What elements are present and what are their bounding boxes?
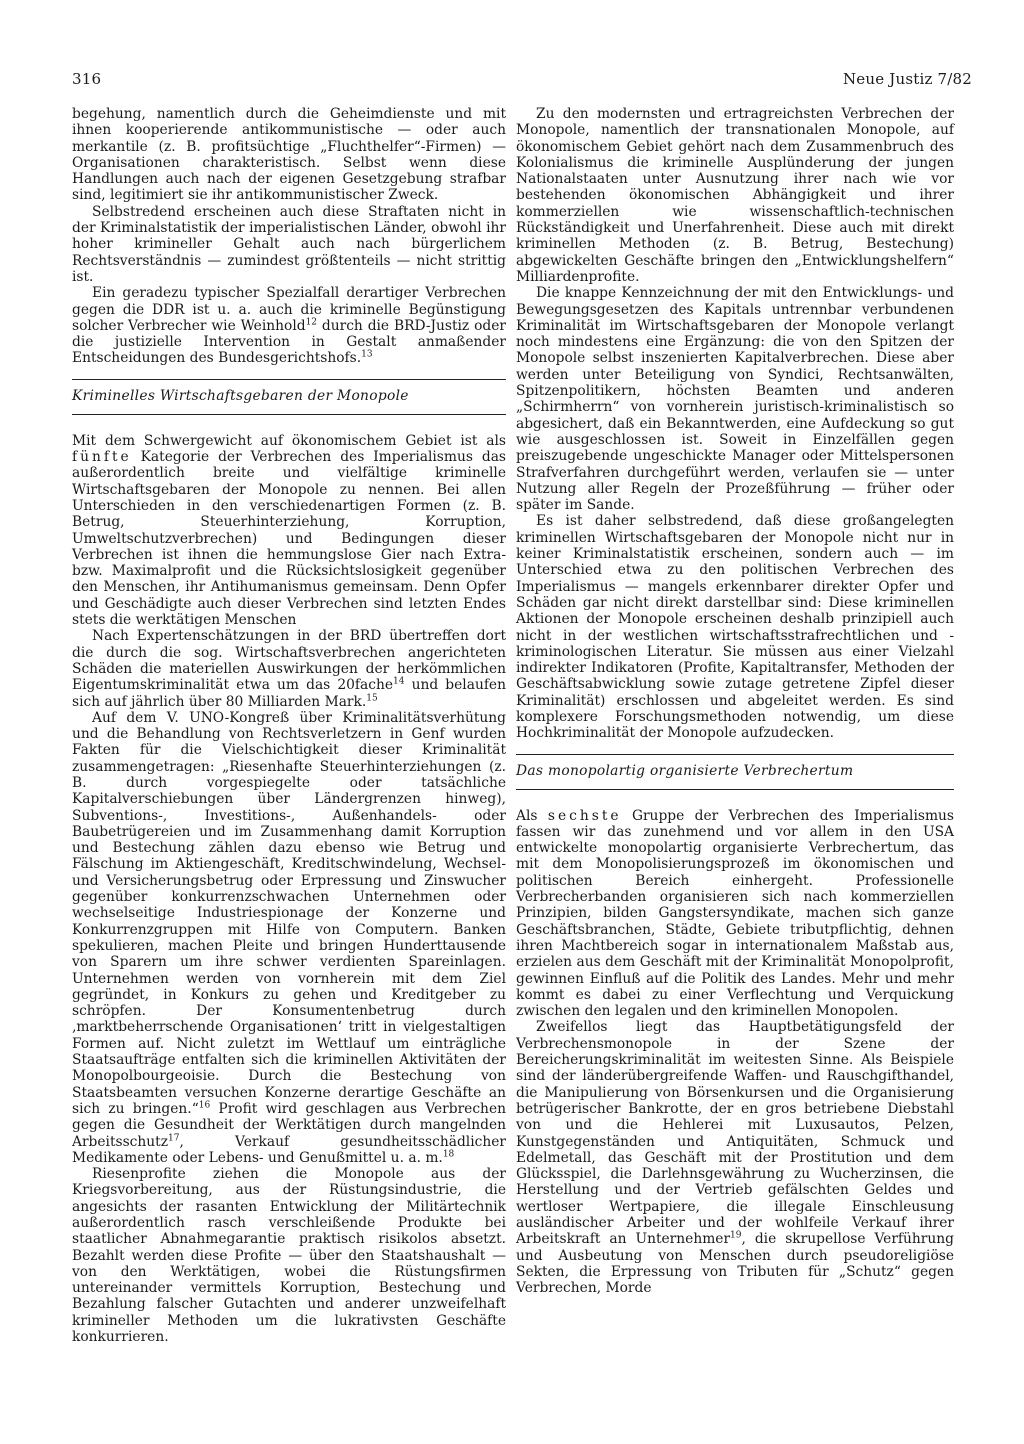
journal-issue: Neue Justiz 7/82 [842, 70, 972, 88]
footnote-ref: 16 [198, 1100, 211, 1111]
text: Gruppe der Verbrechen des Imperialismus fassen wir das zunehmend und vor allem in den USA entwickelte monopolartig organisierte Verbrechertum, das mit dem Monopolisierungsprozeß im ökonomischen und politischen Bereich einhergeht. Professionelle Verbrecherbanden organisieren sich nach kommerziellen Prinzipien, bilden Gangstersyndikate, machen sich ganze Geschäftsbranchen, Städte, Gebiete tributpflichtig, dehnen ihren Machtbereich sogar in internationalem Maßstab aus, erzielen aus dem Geschäft mit der Kriminalität Monopolprofit, gewinnen Einfluß auf die Politik des Landes. Mehr und mehr kommt es dabei zu einer Verflechtung und Verquickung zwischen den legalen und den kriminellen Monopolen. [516, 807, 955, 1020]
emphasis-text: sechste [547, 807, 622, 824]
text: Profit wird geschlagen aus Verbrechen gegen die Gesundheit der Werktätigen durch mangelnden Arbeitsschutz [72, 1100, 506, 1150]
footnote-ref: 19 [730, 1230, 742, 1241]
text: , Verkauf gesundheitsschädlicher Medikamente oder Lebens- und Genußmittel u. a. m. [72, 1133, 506, 1166]
left-column [72, 106, 506, 1345]
page-number: 316 [72, 70, 102, 88]
paragraph [72, 285, 506, 366]
text: Als [516, 807, 548, 824]
paragraph: begehung, namentlich durch die Geheimdienste und mit ihnen kooperierende antikommunistische — oder auch merkantile (z. B. profitsüchtige „Fluchthelfer“-Firmen) — Organisationen charakteristisch. Selbst wenn diese Handlungen auch nach der eigenen Gesetzgebung strafbar sind, legitimiert sie ihr antikommunistischer Zweck. [72, 106, 506, 204]
paragraph: Die knappe Kennzeichnung der mit den Entwicklungs- und Bewegungsgesetzen des Kapitals untrennbar verbundenen Kriminalität im Wirtschaftsgebaren der Monopole verlangt noch mindestens eine Ergänzung: die von den Spitzen der Monopole selbst inszenierten Kapitalverbrechen. Diese aber werden unter Beteiligung von Syndici, Rechtsanwälten, Spitzenpolitikern, höchsten Beamten und anderen „Schirmherrn“ von vornherein juristisch-kriminalistisch so abgesichert, daß ein Bekanntwerden, eine Aufdeckung so gut wie ausgeschlossen ist. Soweit in Einzelfällen gegen preiszugebende ungeschickte Manager oder Mittelspersonen Strafverfahren durchgeführt werden, verlaufen sie — unter Nutzung aller Regeln der Prozeßführung — früher oder später im Sande. [516, 285, 954, 514]
paragraph [72, 433, 506, 629]
text: , die skrupellose Verführung und Ausbeutung von Menschen durch pseudoreligiöse Sekten, die Erpressung von Tributen für „Schutz“ gegen Verbrechen, Morde [516, 1231, 954, 1297]
section-heading: Das monopolartig organisierte Verbrechertum [516, 754, 954, 790]
text: Ein geradezu typischer Spezialfall derartiger Verbrechen gegen die DDR ist u. a. auch die kriminelle Begünstigung solcher Verbrecher wie Weinhold [72, 285, 506, 334]
text: durch die BRD-Justiz oder die justizielle Intervention in Gestalt anmaßender Entscheidungen des Bundesgerichtshofs. [72, 317, 506, 367]
text: Auf dem V. UNO-Kongreß über Kriminalitätsverhütung und die Behandlung von Rechtsverletzern in Genf wurden Fakten für die Vielschichtigkeit dieser Kriminalität zusammengetragen: „Riesenhafte Steuerhinterziehungen (z. B. durch vorgespiegelte oder tatsächliche Kapitalverschiebungen über Ländergrenzen hinweg), Subventions-, Investitions-, Außenhandels- oder Baubetrügereien und im Zusammenhang damit Korruption und Bestechung zählen dazu ebenso wie Betrug und Fälschung im Aktiengeschäft, Kreditschwindelung, Wechsel- und Versicherungsbetrug oder Erpressung und Zinswucher gegenüber konkurrenzschwachen Unternehmen oder wechselseitige Industriespionage der Konzerne und Konkurrenzgruppen mit Hilfe von Computern. Banken spekulieren, machen Pleite und bringen Hunderttausende von Sparern um ihre schwer verdienten Spareinlagen. Unternehmen werden von vornherein mit dem Ziel gegründet, in Konkurs zu gehen und Kreditgeber zu schröpfen. Der Konsumentenbetrug durch ‚marktbeherrschende Organisationen‘ tritt in vielgestaltigen Formen auf. Nicht zuletzt im Wettlauf um einträgliche Staatsaufträge entfalten sich die kriminellen Aktivitäten der Monopolbourgeoisie. Durch die Bestechung von Staatsbeamten versuchen Konzerne derartige Geschäfte an sich zu bringen.“ [72, 709, 506, 1117]
footnote-ref: 12 [305, 317, 318, 328]
paragraph: Es ist daher selbstredend, daß diese großangelegten kriminellen Wirtschaftsgebaren der Monopole nicht nur in keiner Kriminalstatistik erscheinen, sondern auch — im Unterschied etwa zu den politischen Verbrechen des Imperialismus — mangels erkennbarer direkter Opfer und Schäden gar nicht direkt darstellbar sind: Diese kriminellen Aktionen der Monopole erscheinen deshalb prinzipiell auch nicht in der westlichen wirtschaftsstrafrechtlichen und -kriminologischen Literatur. Sie müssen aus einer Vielzahl indirekter Indikatoren (Profite, Kapitaltransfer, Methoden der Geschäftsabwicklung sowie zutage getretene Zipfel dieser Kriminalität) erschlossen und abgeleitet werden. Es sind komplexere Forschungsmethoden notwendig, um diese Hochkriminalität der Monopole aufzudecken. [516, 513, 954, 742]
footnote-ref: 18 [442, 1149, 455, 1160]
footnote-ref: 13 [361, 349, 373, 360]
paragraph [72, 710, 506, 1166]
text: Nach Expertenschätzungen in der BRD übertreffen dort die durch die sog. Wirtschaftsverbrechen angerichteten Schäden die materiellen Auswirkungen der herkömmlichen Eigentumskriminalität etwa um das 20fache [72, 628, 506, 694]
paragraph: Zu den modernsten und ertragreichsten Verbrechen der Monopole, namentlich der transnationalen Monopole, auf ökonomischem Gebiet gehört nach dem Zusammenbruch des Kolonialismus die kriminelle Ausplünderung der jungen Nationalstaaten unter Ausnutzung ihrer nach wie vor bestehenden ökonomischen Abhängigkeit und ihrer kommerziellen wie wissenschaftlich-technischen Rückständigkeit und Unerfahrenheit. Diese auch mit direkt kriminellen Methoden (z. B. Betrug, Bestechung) abgewickelten Geschäfte bringen den „Entwicklungshelfern“ Milliardenprofite. [516, 106, 954, 285]
paragraph [72, 628, 506, 709]
text: Mit dem Schwergewicht auf ökonomischem Gebiet ist als [72, 432, 506, 449]
emphasis-text: fünfte [72, 449, 132, 466]
paragraph: Selbstredend erscheinen auch diese Straftaten nicht in der Kriminalstatistik der imperialistischen Länder, obwohl ihr hoher krimineller Gehalt auch nach bürgerlichem Rechtsverständnis — zumindest größtenteils — nicht strittig ist. [72, 203, 506, 285]
footnote-ref: 14 [393, 676, 405, 687]
paragraph [516, 1019, 954, 1296]
running-head [72, 70, 972, 94]
section-heading: Kriminelles Wirtschaftsgebaren der Monopole [72, 379, 506, 415]
footnote-ref: 17 [168, 1132, 180, 1143]
paragraph [516, 808, 954, 1020]
text: Zweifellos liegt das Hauptbetätigungsfeld der Verbrechensmonopole in der Szene der Bereicherungskriminalität im weitesten Sinne. Als Beispiele sind der länderübergreifende Waffen- und Rauschgifthandel, die Manipulierung von Börsenkursen und die Organisierung betrügerischer Bankrotte, der en gros betriebene Diebstahl von und die Hehlerei mit Luxusautos, Pelzen, Kunstgegenständen und Antiquitäten, Schmuck und Edelmetall, das Geschäft mit der Prostitution und dem Glücksspiel, die Darlehnsgewährung zu Wucherzinsen, die Herstellung und der Vertrieb gefälschten Geldes und wertloser Wertpapiere, die illegale Einschleusung ausländischer Arbeiter und der wohlfeile Verkauf ihrer Arbeitskraft an Unternehmer [516, 1019, 954, 1248]
text: und belaufen sich auf jährlich über 80 Milliarden Mark. [72, 677, 506, 710]
text: Kategorie der Verbrechen des Imperialismus das außerordentlich breite und vielfältige kriminelle Wirtschaftsgebaren der Monopole zu nennen. Bei allen Unterschieden in den verschiedenartigen Formen (z. B. Betrug, Steuerhinterziehung, Korruption, Umweltschutzverbrechen) und Bedingungen dieser Verbrechen ist ihnen die hemmungslose Gier nach Extra- bzw. Maximalprofit und die Rücksichtslosigkeit gegenüber den Menschen, ihr Antihumanismus gemeinsam. Denn Opfer und Geschädigte auch dieser Verbrechen sind letzten Endes stets die werktätigen Menschen [72, 449, 506, 629]
paragraph: Riesenprofite ziehen die Monopole aus der Kriegsvorbereitung, aus der Rüstungsindustrie, die angesichts der rasanten Entwicklung der Militärtechnik außerordentlich rasch verschleißende Produkte bei staatlicher Abnahmegarantie praktisch risikolos absetzt. Bezahlt werden diese Profite — über den Staatshaushalt — von den Werktätigen, wobei die Rüstungsfirmen untereinander vermittels Korruption, Bestechung und Bezahlung falscher Gutachten und anderer unzweifelhaft krimineller Methoden um die lukrativsten Geschäfte konkurrieren. [72, 1166, 506, 1346]
footnote-ref: 15 [366, 692, 378, 703]
right-column [516, 106, 954, 1296]
